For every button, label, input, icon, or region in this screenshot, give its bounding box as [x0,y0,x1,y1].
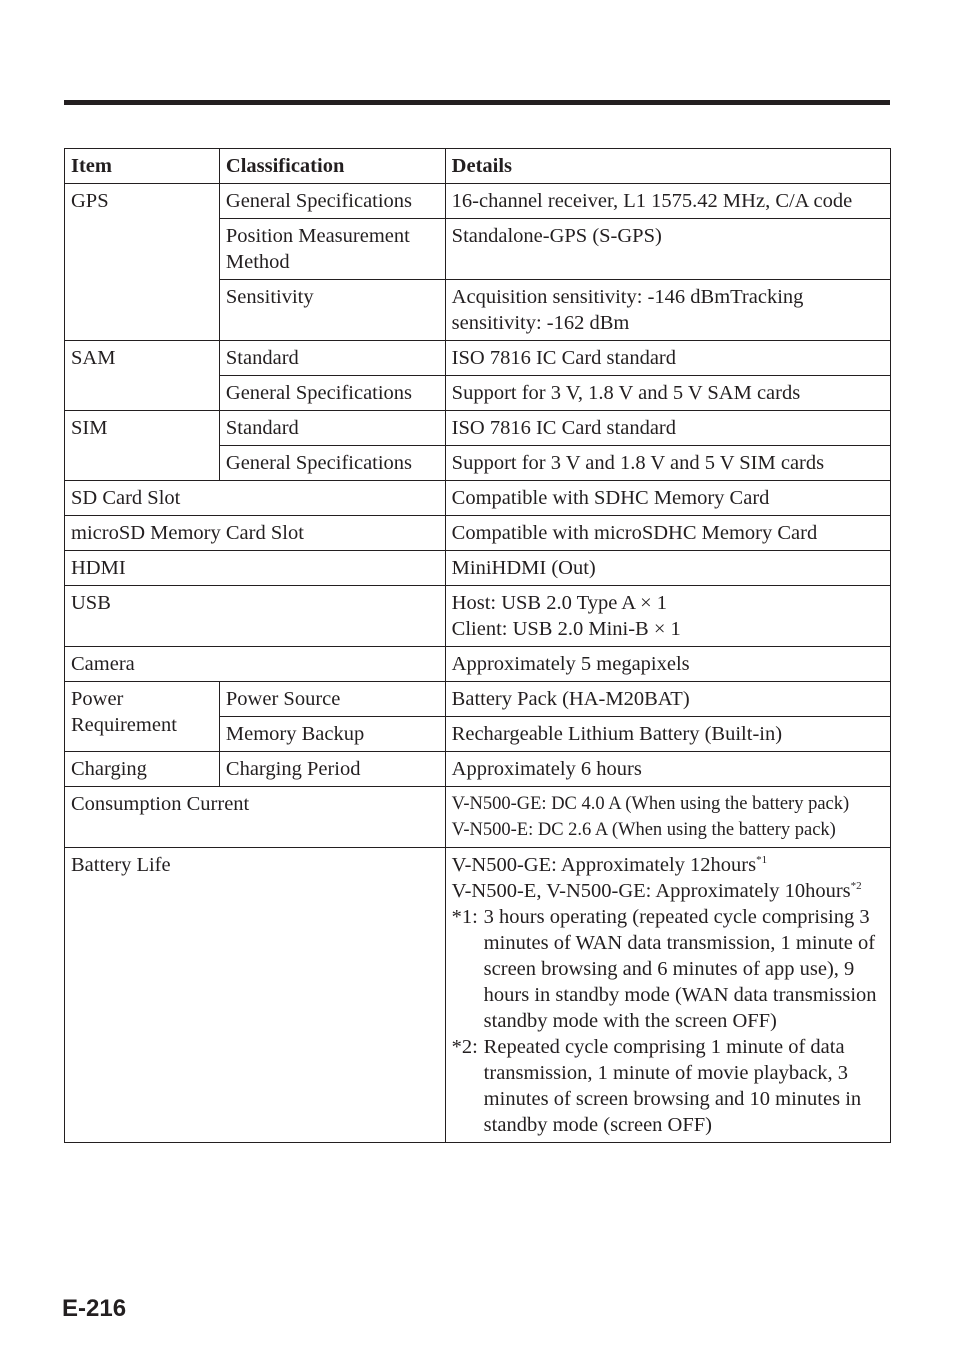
item-consumption-current: Consumption Current [65,787,446,848]
details-cell: Rechargeable Lithium Battery (Built-in) [445,717,890,752]
classification-cell: Standard [219,411,445,446]
classification-cell: Sensitivity [219,280,445,341]
details-cell: 16-channel receiver, L1 1575.42 MHz, C/A code [445,184,890,219]
details-cell [445,848,890,1143]
classification-cell: Charging Period [219,752,445,787]
specifications-table [64,148,891,1143]
battery-line-1: V-N500-GE: Approximately 12hours [451,854,757,876]
details-cell: Approximately 6 hours [445,752,890,787]
item-battery-life: Battery Life [65,848,446,1143]
table-row [65,551,891,586]
details-line: V-N500-GE: DC 4.0 A (When using the battery pack) [451,794,850,814]
header-details: Details [445,149,890,184]
details-line: V-N500-E: DC 2.6 A (When using the battery pack) [451,820,836,840]
table-row [65,848,891,1143]
details-cell: Standalone-GPS (S-GPS) [445,219,890,280]
details-line: Host: USB 2.0 Type A × 1 [451,592,668,614]
classification-cell: Position Measurement Method [219,219,445,280]
page-number: E-216 [62,1295,127,1322]
classification-cell: Power Source [219,682,445,717]
item-sam: SAM [65,341,220,411]
table-row [65,411,891,446]
details-cell: Compatible with microSDHC Memory Card [445,516,890,551]
table-row [65,481,891,516]
header-classification: Classification [219,149,445,184]
details-cell: MiniHDMI (Out) [445,551,890,586]
footnote-1 [452,904,884,1034]
classification-cell: Memory Backup [219,717,445,752]
classification-cell: General Specifications [219,446,445,481]
item-camera: Camera [65,647,446,682]
item-hdmi: HDMI [65,551,446,586]
table-row [65,516,891,551]
header-item: Item [65,149,220,184]
table-row [65,341,891,376]
classification-cell: General Specifications [219,376,445,411]
item-power-requirement: Power Requirement [65,682,220,752]
details-line [452,878,884,904]
details-cell: Support for 3 V, 1.8 V and 5 V SAM cards [445,376,890,411]
footnote-mark: *2: [451,1036,478,1058]
item-sd-card: SD Card Slot [65,481,446,516]
details-cell: Acquisition sensitivity: -146 dBmTracking sensitivity: -162 dBm [445,280,890,341]
item-microsd: microSD Memory Card Slot [65,516,446,551]
battery-line-2: V-N500-E, V-N500-GE: Approximately 10hours [451,880,851,902]
item-usb: USB [65,586,446,647]
table-row [65,586,891,647]
footnote-text: Repeated cycle comprising 1 minute of data transmission, 1 minute of movie playback, 3 minutes of screen browsing and 10 minutes in standby mode (screen OFF) [483,1036,862,1136]
footnote-ref: *2 [850,880,862,892]
details-cell: Support for 3 V and 1.8 V and 5 V SIM cards [445,446,890,481]
item-sim: SIM [65,411,220,481]
details-cell [445,586,890,647]
table-row [65,647,891,682]
classification-cell: Standard [219,341,445,376]
details-line [452,852,884,878]
classification-cell: General Specifications [219,184,445,219]
details-cell: Compatible with SDHC Memory Card [445,481,890,516]
table-row [65,682,891,717]
footnote-ref: *1 [756,854,768,866]
item-gps: GPS [65,184,220,341]
details-cell: Battery Pack (HA-M20BAT) [445,682,890,717]
footnote-text: 3 hours operating (repeated cycle comprising 3 minutes of WAN data transmission, 1 minute of screen browsing and 6 minutes of app use), 9 hours in standby mode (WAN data transmission standby mode with the screen OFF) [483,906,877,1032]
table-row [65,752,891,787]
footnote-mark: *1: [451,906,478,928]
details-cell: ISO 7816 IC Card standard [445,341,890,376]
details-line: Client: USB 2.0 Mini-B × 1 [451,618,681,640]
table-header-row [65,149,891,184]
item-charging: Charging [65,752,220,787]
top-rule [64,100,890,105]
table-row [65,184,891,219]
details-cell: Approximately 5 megapixels [445,647,890,682]
footnote-2 [452,1034,884,1138]
details-cell [445,787,890,848]
details-cell: ISO 7816 IC Card standard [445,411,890,446]
table-row [65,787,891,848]
